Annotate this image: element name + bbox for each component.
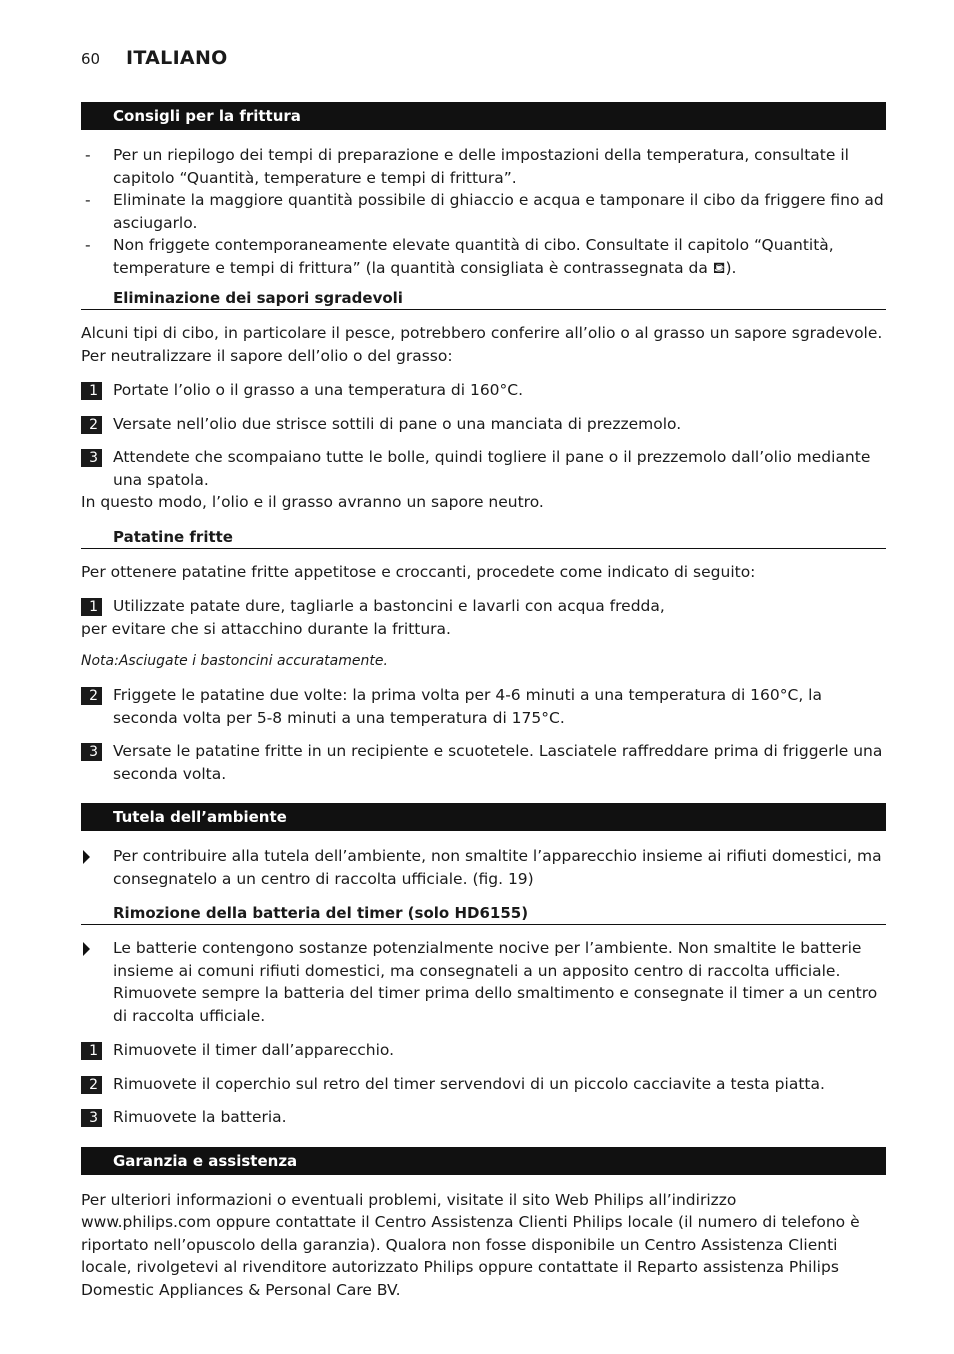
step-text: Friggete le patatine due volte: la prima volta per 4-6 minuti a una temperatura di 160°C, la seconda volta per 5-8 minuti a una temperatura di 175°C. (113, 686, 822, 727)
subsection-header-odours: Eliminazione dei sapori sgradevoli (81, 287, 886, 310)
warranty-text-end: oppure contattate il Centro Assistenza Clienti Philips locale (il numero di telefono è riportato nell’opuscolo della garanzia). Qualora non fosse disponibile un Centro Assistenza Clienti locale, rivolgetevi al rivenditore autorizzato Philips oppure contattate il Reparto assistenza Philips Domestic Appliances & Personal Care BV. (81, 1213, 860, 1299)
step-text: Versate le patatine fritte in un recipiente e scuotetele. Lasciatele raffreddare prima di friggerle una seconda volta. (113, 742, 883, 783)
list-item (81, 144, 886, 189)
step-number: 3 (81, 743, 102, 761)
step-item (81, 446, 886, 491)
step-text: Rimuovete il timer dall’apparecchio. (113, 1041, 395, 1059)
list-item-text: Eliminate la maggiore quantità possibile di ghiaccio e acqua e tamponare il cibo da friggere fino ad asciugarlo. (113, 191, 884, 232)
step-number: 1 (81, 382, 102, 400)
step-item (81, 684, 886, 729)
step-number: 2 (81, 416, 102, 434)
step-number: 2 (81, 1076, 102, 1094)
step-item (81, 740, 886, 785)
step-item (81, 1073, 886, 1096)
section-header-warranty: Garanzia e assistenza (81, 1147, 886, 1175)
list-item-text: Per un riepilogo dei tempi di preparazione e delle impostazioni della temperatura, consultate il capitolo “Quantità, temperature e tempi di frittura”. (113, 146, 849, 187)
triangle-bullet-icon (83, 942, 90, 956)
subsection-header-fries: Patatine fritte (81, 526, 886, 549)
bullet-text: Per contribuire alla tutela dell’ambiente, non smaltite l’apparecchio insieme ai rifiuti domestici, ma consegnatelo a un centro di raccolta ufficiale. (fig. 19) (113, 847, 882, 888)
step-number: 3 (81, 449, 102, 467)
step-text: Rimuovete il coperchio sul retro del timer servendovi di un piccolo cacciavite a testa piatta. (113, 1074, 825, 1093)
section-header-environment: Tutela dell’ambiente (81, 803, 886, 831)
step-text: Utilizzate patate dure, tagliarle a bastoncini e lavarli con acqua fredda, (113, 597, 665, 615)
paragraph: Alcuni tipi di cibo, in particolare il pesce, potrebbero conferire all’olio o al grasso un sapore sgradevole. Per neutralizzare il sapore dell’olio o del grasso: (81, 324, 883, 365)
triangle-bullet-icon (83, 850, 90, 864)
step-number: 3 (81, 1109, 102, 1127)
dash-marker: - (85, 146, 91, 164)
list-item (81, 189, 886, 234)
step-item (81, 379, 886, 402)
list-item-text: Non friggete contemporaneamente elevate quantità di cibo. Consultate il capitolo “Quantità, temperature e tempi di frittura” (la quantità consigliata è contrassegnata da ⛾). (113, 236, 834, 277)
paragraph: In questo modo, l’olio e il grasso avranno un sapore neutro. (81, 493, 544, 511)
step-number: 1 (81, 598, 102, 616)
step-item (81, 1106, 886, 1129)
section-header-tips: Consigli per la frittura (81, 102, 886, 130)
warranty-text-start: Per ulteriori informazioni o eventuali problemi, visitate il sito Web Philips all’indirizzo (81, 1190, 737, 1209)
warranty-paragraph (81, 1189, 886, 1302)
bullet-text: Le batterie contengono sostanze potenzialmente nocive per l’ambiente. Non smaltite le batterie insieme ai comuni rifiuti domestici, ma consegnateli a un apposito centro di raccolta ufficiale. Rimuovete sempre la batteria del timer prima dello smaltimento e consegnate il timer a un centro di raccolta ufficiale. (113, 939, 878, 1025)
manual-page (81, 45, 886, 1301)
paragraph: Per ottenere patatine fritte appetitose e croccanti, procedete come indicato di seguito: (81, 562, 756, 581)
dash-marker: - (85, 191, 91, 209)
step-text: Portate l’olio o il grasso a una temperatura di 160°C. (113, 381, 524, 399)
list-item (81, 234, 886, 279)
step-text: Rimuovete la batteria. (113, 1108, 287, 1126)
step-text: Versate nell’olio due strisce sottili di pane o una manciata di prezzemolo. (113, 414, 682, 433)
page-number: 60 (81, 50, 101, 68)
step-item (81, 1039, 886, 1062)
note-text: Nota:Asciugate i bastoncini accuratamente. (81, 653, 388, 669)
dash-marker: - (85, 236, 91, 254)
step-continuation: per evitare che si attacchino durante la frittura. (81, 619, 451, 638)
subsection-header-battery: Rimozione della batteria del timer (solo HD6155) (81, 902, 886, 925)
language-heading: ITALIANO (126, 47, 228, 69)
philips-website-link[interactable]: www.philips.com (81, 1213, 212, 1231)
bullet-item (81, 845, 886, 890)
step-number: 2 (81, 687, 102, 705)
step-number: 1 (81, 1042, 102, 1060)
step-item (81, 595, 886, 618)
bullet-item (81, 937, 886, 1027)
step-item (81, 413, 886, 436)
tips-list (81, 144, 886, 279)
page-header (81, 45, 886, 85)
step-text: Attendete che scompaiano tutte le bolle, quindi togliere il pane o il prezzemolo dall’olio mediante una spatola. (113, 448, 871, 489)
